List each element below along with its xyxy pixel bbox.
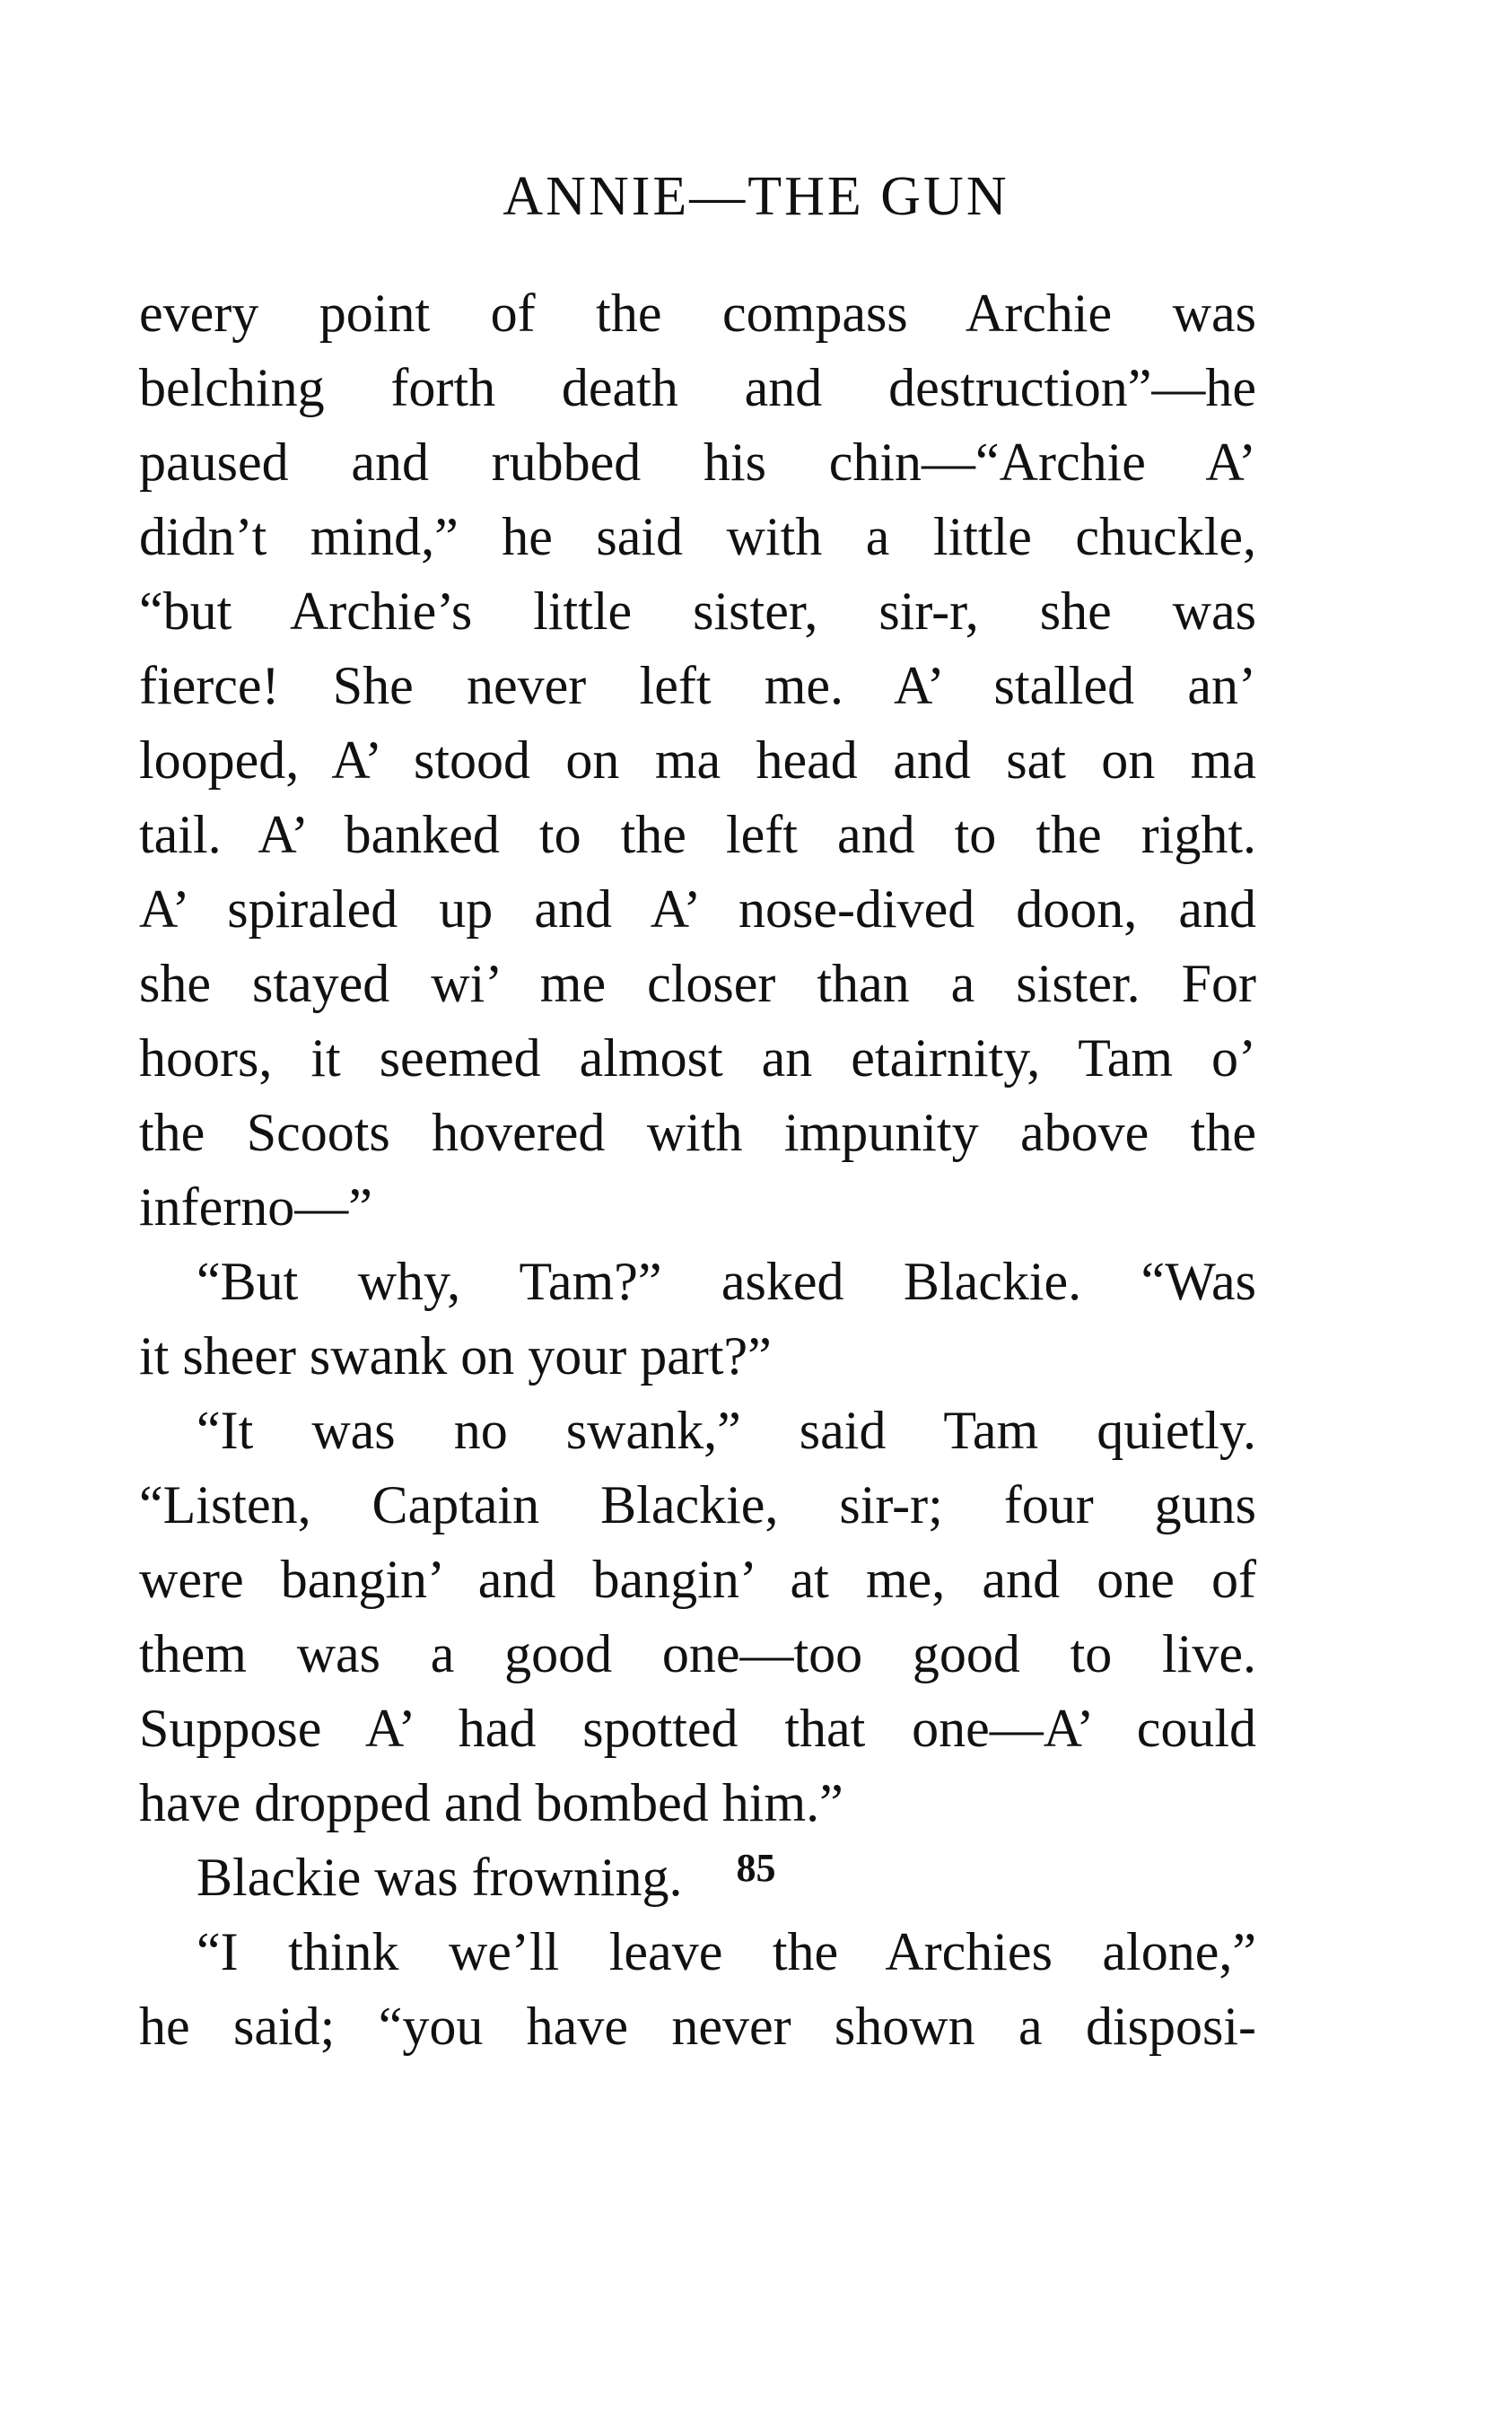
text-line: them was a good one—too good to live. (139, 1624, 1256, 1683)
text-line: fierce! She never left me. A’ stalled an’ (139, 656, 1256, 715)
text-line: paused and rubbed his chin—“Archie A’ (139, 433, 1256, 492)
text-line: A’ spiraled up and A’ nose-dived doon, and (139, 879, 1256, 939)
text-line: he said; “you have never shown a disposi- (139, 1997, 1256, 2056)
paragraph (139, 1394, 1256, 1840)
body-text (139, 276, 1256, 2064)
text-line: it sheer swank on your part?” (139, 1326, 772, 1386)
paragraph (139, 276, 1256, 1245)
text-line: Suppose A’ had spotted that one—A’ could (139, 1699, 1256, 1758)
text-line: she stayed wi’ me closer than a sister. For (139, 954, 1256, 1013)
text-line: were bangin’ and bangin’ at me, and one of (139, 1550, 1256, 1609)
text-line: “but Archie’s little sister, sir-r, she was (139, 581, 1256, 641)
text-line: belching forth death and destruction”—he (139, 358, 1256, 417)
text-line: the Scoots hovered with impunity above the (139, 1103, 1256, 1162)
page-number: 85 (736, 1846, 776, 1890)
text-line: Blackie was frowning. (197, 1848, 683, 1907)
text-line: didn’t mind,” he said with a little chuckle, (139, 507, 1256, 566)
text-line: “But why, Tam?” asked Blackie. “Was (197, 1252, 1256, 1311)
running-head: ANNIE—THE GUN (503, 166, 1009, 227)
text-line: “Listen, Captain Blackie, sir-r; four guns (139, 1475, 1256, 1534)
text-line: “I think we’ll leave the Archies alone,” (197, 1922, 1256, 1981)
text-line: have dropped and bombed him.” (139, 1773, 843, 1832)
paragraph (139, 1245, 1256, 1394)
text-line: “It was no swank,” said Tam quietly. (197, 1401, 1256, 1460)
text-line: inferno—” (139, 1177, 372, 1237)
text-line: every point of the compass Archie was (139, 284, 1256, 343)
paragraph (139, 1915, 1256, 2064)
text-line: hoors, it seemed almost an etairnity, Tam o’ (139, 1028, 1256, 1088)
text-line: looped, A’ stood on ma head and sat on ma (139, 730, 1256, 790)
text-line: tail. A’ banked to the left and to the right. (139, 805, 1256, 864)
